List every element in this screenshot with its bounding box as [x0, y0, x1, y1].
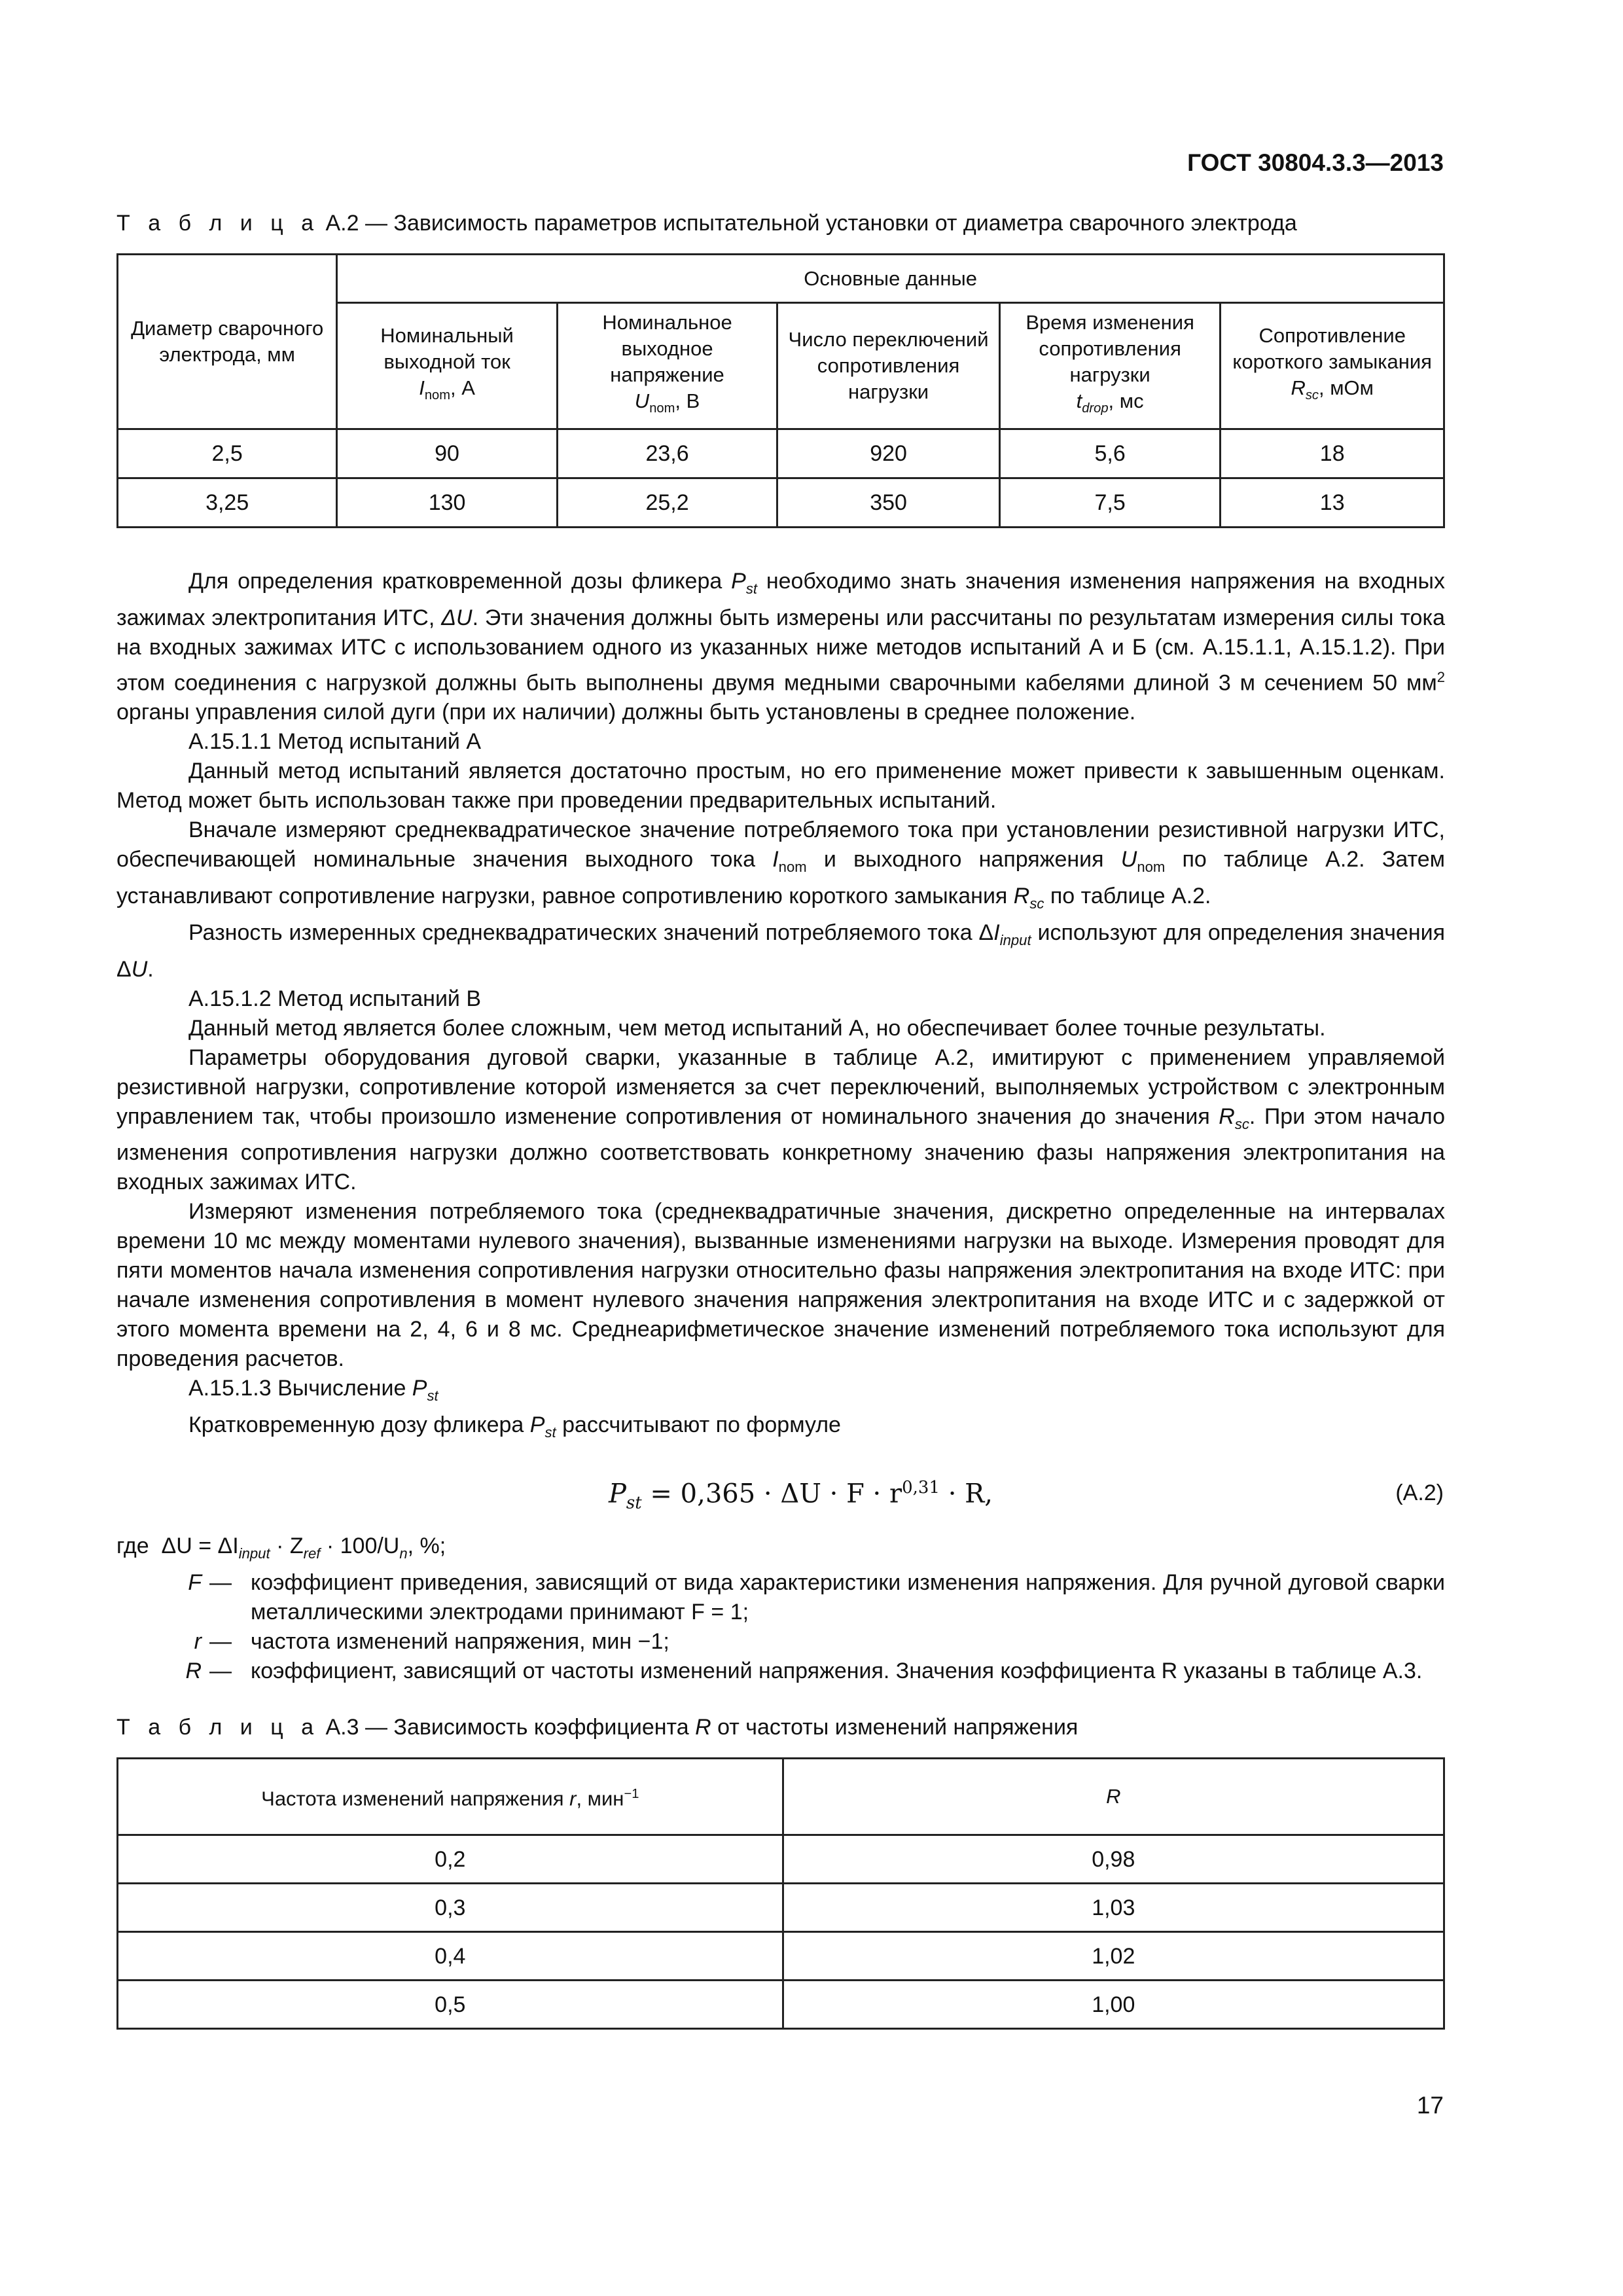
table-row: 0,4 1,02: [118, 1932, 1444, 1981]
legend-du: где $\Delta U = \Delta I_{input} \cdot Z_{ref} \cdot 100/U_n$, %;: [116, 1534, 446, 1562]
header-voltage: Номинальное выходное напряжение $U_{nom}$, В: [557, 303, 777, 429]
paragraph: Данный метод является более сложным, чем метод испытаний А, но обеспечивает более точные результаты.: [188, 1015, 1326, 1041]
legend-item: r — частота изменений напряжения, мин −1;: [194, 1628, 669, 1654]
table-row: 0,5 1,00: [118, 1981, 1444, 2029]
header-frequency: Частота изменений напряжения r, мин$^{-1}$: [118, 1759, 783, 1835]
table-a3-caption: Т а б л и ц а А.3 — Зависимость коэффициента R от частоты изменений напряжения: [116, 1715, 1079, 1740]
formula-a2: $P_{st} = 0,365 \cdot \Delta U \cdot F \cdot r^{0,31} \cdot R$,: [609, 1478, 993, 1513]
paragraph: Вначале измеряют среднеквадратическое значение потребляемого тока при установлении резистивной нагрузки ИТС, обеспечивающей номинальные значения выходного тока $I_{nom}$ и выходного напряжения $U_{nom}$ по таблице А.2. Затем устанавливают сопротивление нагрузки, равное сопротивлению короткого замыкания $R_{sc}$ по таблице А.2.: [116, 817, 1446, 912]
caption-text: А.2 — Зависимость параметров испытательной установки от диаметра сварочного электрода: [325, 211, 1297, 236]
table-row: 0,2 0,98: [118, 1835, 1444, 1884]
legend-item: R — коэффициент, зависящий от частоты изменений напряжения. Значения коэффициента R указаны в таблице А.3.: [185, 1658, 1423, 1683]
section-heading: А.15.1.2 Метод испытаний В: [188, 986, 482, 1011]
header-change-time: Время изменения сопротивления нагрузки $t_{drop}$, мс: [999, 303, 1221, 429]
header-r: R: [783, 1759, 1444, 1835]
paragraph: Измеряют изменения потребляемого тока (среднеквадратичные значения, дискретно определенные на интервалах времени 10 мс между моментами нулевого значения), вызванные изменениями нагрузки на выходе. Измерения проводят для пяти моментов начала изменения сопротивления нагрузки относительно фазы напряжения электропитания на входе ИТС: при начале изменения сопротивления в момент нулевого значения напряжения электропитания на входе ИТС и с задержкой от этого момента времени на 2, 4, 6 и 8 мс. Среднеарифметическое значение изменений потребляемого тока используют для проведения расчетов.: [116, 1199, 1445, 1372]
formula-number: (А.2): [1395, 1480, 1444, 1505]
formula-legend: [116, 1532, 1445, 1686]
section-heading: А.15.1.3 Вычисление $P_{st}$: [188, 1376, 438, 1405]
paragraph: Для определения кратковременной дозы фликера $P_{st}$ необходимо знать значения изменения напряжения на входных зажимах электропитания ИТС, ΔU. Эти значения должны быть измерены или рассчитаны по результатам измерения силы тока на входных зажимах ИТС с использованием одного из указанных ниже методов испытаний А и Б (см. А.15.1.1, А.15.1.2). При этом соединения с нагрузкой должны быть выполнены двумя медными сварочными кабелями длиной 3 м сечением 50 $мм^2$ органы управления силой дуги (при их наличии) должны быть установлены в среднее положение.: [116, 569, 1445, 725]
section-heading: А.15.1.1 Метод испытаний А: [188, 729, 482, 755]
table-row: 3,25 130 25,2 350 7,5 13: [118, 478, 1444, 528]
standard-code: ГОСТ 30804.3.3—2013: [1187, 149, 1444, 176]
header-main-data: Основные данные: [337, 255, 1444, 303]
paragraph: Параметры оборудования дуговой сварки, указанные в таблице А.2, имитируют с применением управляемой резистивной нагрузки, сопротивление которой изменяется за счет переключений, выполняемых устройством с электронным управлением так, чтобы произошло изменение сопротивления от номинального значения до значения $R_{sc}$. При этом начало изменения сопротивления нагрузки должно соответствовать конкретному значению фазы напряжения электропитания на входных зажимах ИТС.: [116, 1045, 1445, 1195]
body-text: [116, 567, 1445, 1447]
table-row: 2,5 90 23,6 920 5,6 18: [118, 429, 1444, 478]
paragraph: Кратковременную дозу фликера $P_{st}$ рассчитывают по формуле: [188, 1412, 841, 1441]
header-short-circuit: Сопротивление короткого замыкания $R_{sc}$, мОм: [1221, 303, 1444, 429]
paragraph: Разность измеренных среднеквадратических значений потребляемого тока $\Delta I_{input}$ используют для определения значения ΔU.: [116, 920, 1446, 982]
header-switch-count: Число переключений сопротивления нагрузки: [777, 303, 1000, 429]
legend-item: F — коэффициент приведения, зависящий от вида характеристики изменения напряжения. Для ручной дуговой сварки металлическими электродами принимают F = 1;: [188, 1570, 1445, 1624]
page-number: 17: [1416, 2092, 1444, 2119]
caption-prefix: Т а б л и ц а: [116, 211, 320, 236]
table-a3: [116, 1757, 1445, 2030]
table-row: 0,3 1,03: [118, 1884, 1444, 1932]
header-current: Номинальный выходной ток $I_{nom}$, А: [337, 303, 558, 429]
paragraph: Данный метод испытаний является достаточно простым, но его применение может привести к завышенным оценкам. Метод может быть использован также при проведении предварительных испытаний.: [116, 759, 1445, 814]
header-diameter: Диаметр сварочного электрода, мм: [118, 255, 337, 429]
table-a2: [116, 253, 1445, 528]
table-a2-caption: [116, 211, 1297, 236]
